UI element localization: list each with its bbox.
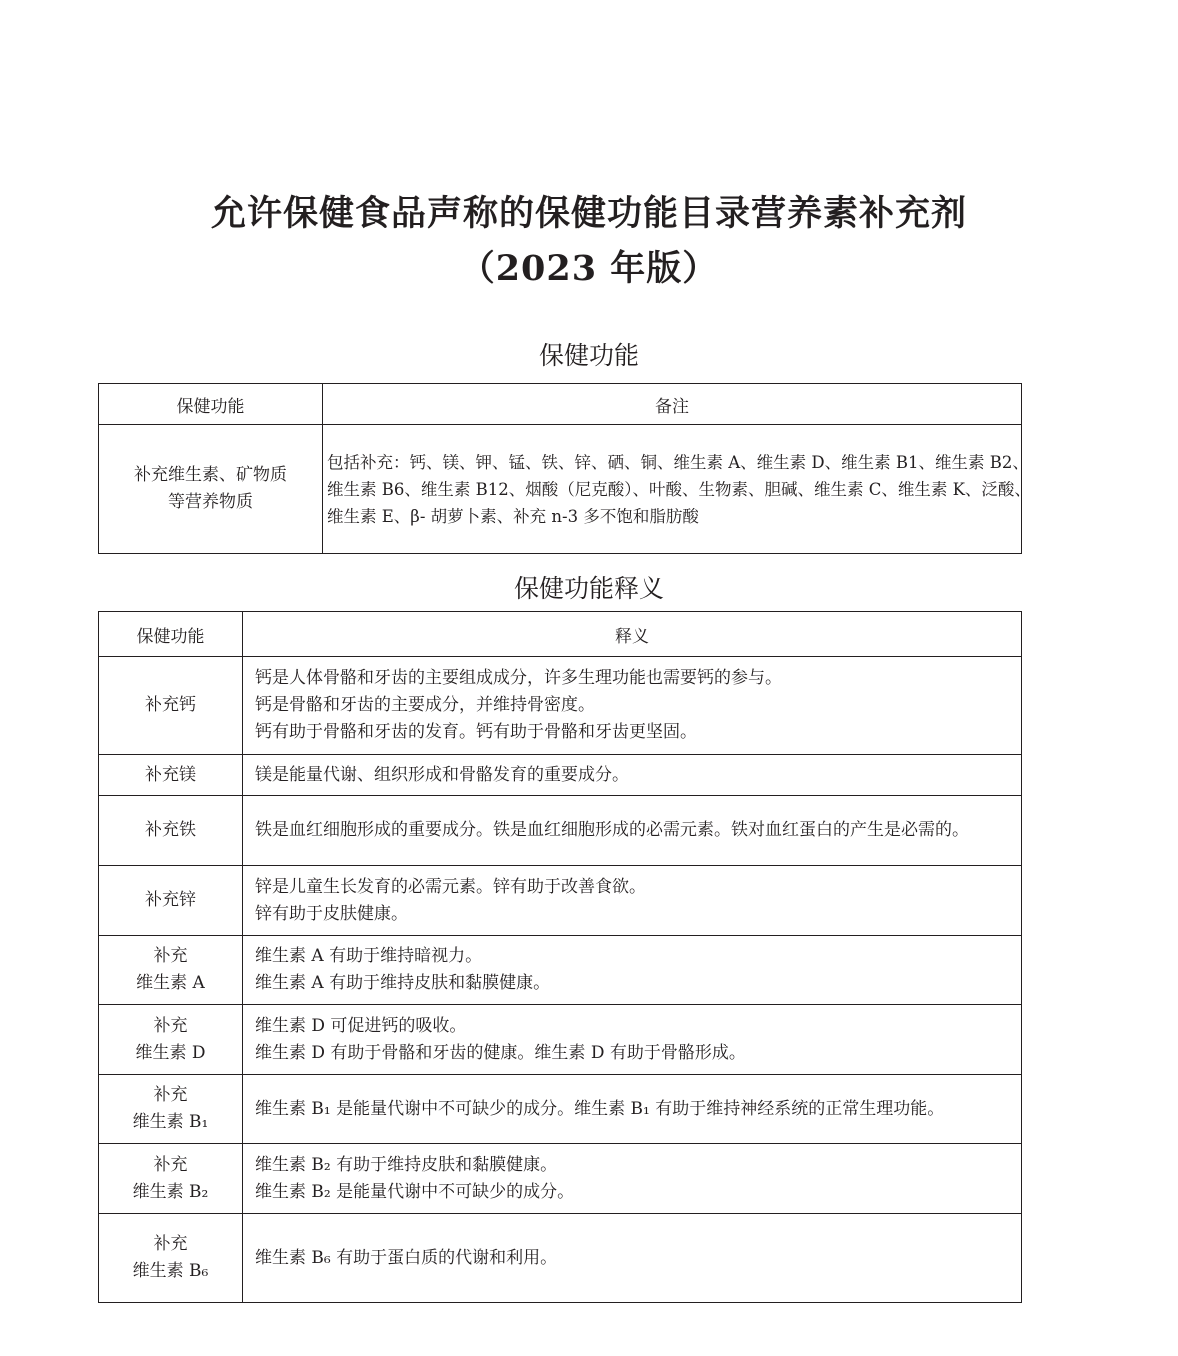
definition-line: 钙是人体骨骼和牙齿的主要组成成分，许多生理功能也需要钙的参与。 xyxy=(255,668,782,688)
table-row xyxy=(99,1144,1022,1214)
definition-cell xyxy=(243,755,1022,796)
note-line: 维生素 B6、维生素 B12、烟酸（尼克酸）、叶酸、生物素、胆碱、维生素 C、维生素 K、泛酸、 xyxy=(327,479,1031,499)
definition-cell xyxy=(243,1075,1022,1144)
definition-cell xyxy=(243,936,1022,1005)
definition-line: 维生素 B₂ 有助于维持皮肤和黏膜健康。 xyxy=(255,1154,558,1175)
definition-line: 锌是儿童生长发育的必需元素。锌有助于改善食欲。 xyxy=(255,876,646,897)
function-line: 等营养物质 xyxy=(168,492,253,512)
table-row xyxy=(99,1005,1022,1075)
function-line: 补充锌 xyxy=(145,890,196,910)
note-line: 维生素 E、β- 胡萝卜素、补充 n-3 多不饱和脂肪酸 xyxy=(327,506,699,526)
definition-line: 维生素 B₂ 是能量代谢中不可缺少的成分。 xyxy=(255,1181,575,1202)
document-title: 允许保健食品声称的保健功能目录营养素补充剂 xyxy=(210,193,967,234)
table-row xyxy=(99,657,1022,755)
function-line: 维生素 B₁ xyxy=(132,1112,209,1132)
table-row xyxy=(99,866,1022,936)
definition-line: 维生素 B₆ 有助于蛋白质的代谢和利用。 xyxy=(255,1247,558,1268)
definition-cell xyxy=(243,657,1022,755)
section-heading-definitions: 保健功能释义 xyxy=(513,574,664,603)
function-cell xyxy=(99,1075,243,1144)
definition-line: 钙有助于骨骼和牙齿的发育。钙有助于骨骼和牙齿更坚固。 xyxy=(255,722,697,742)
definition-line: 维生素 A 有助于维持暗视力。 xyxy=(255,946,483,966)
section-heading-functions: 保健功能 xyxy=(538,341,639,370)
column-header-function: 保健功能 xyxy=(99,384,323,425)
function-line: 补充铁 xyxy=(145,820,196,840)
table-row xyxy=(99,936,1022,1005)
function-line: 补充 xyxy=(153,1085,188,1105)
definition-cell xyxy=(243,866,1022,936)
function-cell xyxy=(99,1214,243,1303)
function-line: 补充 xyxy=(153,946,188,966)
function-line: 补充 xyxy=(153,1234,188,1254)
definition-line: 维生素 A 有助于维持皮肤和黏膜健康。 xyxy=(255,973,551,993)
definition-cell xyxy=(243,1214,1022,1303)
definition-line: 钙是骨骼和牙齿的主要成分，并维持骨密度。 xyxy=(255,695,595,715)
table-row xyxy=(99,1075,1022,1144)
definition-cell xyxy=(243,1144,1022,1214)
definition-line: 维生素 B₁ 是能量代谢中不可缺少的成分。维生素 B₁ 有助于维持神经系统的正常生理功能。 xyxy=(255,1098,945,1119)
function-line: 维生素 B₆ xyxy=(132,1261,209,1281)
function-cell xyxy=(99,936,243,1005)
table-header-row xyxy=(99,384,1022,425)
function-cell xyxy=(99,755,243,796)
table-header-row xyxy=(99,612,1022,657)
table-row xyxy=(99,755,1022,796)
column-header-definition: 释义 xyxy=(243,612,1022,657)
functions-table xyxy=(98,383,1031,554)
definition-cell xyxy=(243,1005,1022,1075)
definition-line: 铁是血红细胞形成的重要成分。铁是血红细胞形成的必需元素。铁对血红蛋白的产生是必需的。 xyxy=(255,820,969,840)
function-line: 维生素 D xyxy=(135,1042,206,1063)
function-line: 补充钙 xyxy=(145,695,196,715)
function-cell xyxy=(99,796,243,866)
function-cell xyxy=(99,425,323,554)
definition-line: 维生素 D 可促进钙的吸收。 xyxy=(255,1015,467,1036)
function-cell xyxy=(99,657,243,755)
column-header-note: 备注 xyxy=(323,384,1022,425)
function-line: 补充 xyxy=(153,1154,188,1175)
definition-line: 镁是能量代谢、组织形成和骨骼发育的重要成分。 xyxy=(255,764,629,785)
column-header-function: 保健功能 xyxy=(99,612,243,657)
function-line: 维生素 A xyxy=(136,973,205,993)
table-row xyxy=(99,425,1022,554)
function-line: 补充镁 xyxy=(145,764,196,785)
note-cell xyxy=(323,425,1031,554)
function-line: 补充 xyxy=(153,1015,188,1036)
function-line: 维生素 B₂ xyxy=(132,1181,209,1202)
note-line: 包括补充：钙、镁、钾、锰、铁、锌、硒、铜、维生素 A、维生素 D、维生素 B1、维生素 B2、 xyxy=(327,452,1029,472)
function-cell xyxy=(99,1144,243,1214)
definition-line: 锌有助于皮肤健康。 xyxy=(255,903,408,924)
document-edition: （2023 年版） xyxy=(459,248,719,289)
definitions-table xyxy=(98,611,1022,1303)
function-line: 补充维生素、矿物质 xyxy=(134,465,287,485)
function-cell xyxy=(99,1005,243,1075)
table-row xyxy=(99,796,1022,866)
table-row xyxy=(99,1214,1022,1303)
definition-cell xyxy=(243,796,1022,866)
definition-line: 维生素 D 有助于骨骼和牙齿的健康。维生素 D 有助于骨骼形成。 xyxy=(255,1042,746,1063)
function-cell xyxy=(99,866,243,936)
